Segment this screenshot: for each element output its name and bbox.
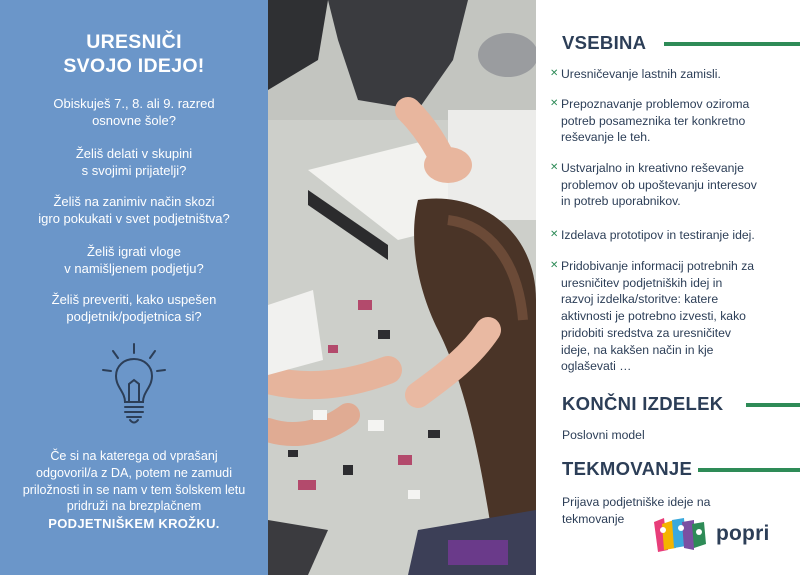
- heading-underline: [746, 403, 800, 407]
- bullet-icon: ✕: [550, 229, 559, 240]
- section-heading-final-product: KONČNI IZDELEK: [562, 393, 724, 414]
- popri-logo-icon: [652, 514, 710, 554]
- final-product-text: Poslovni model: [562, 428, 645, 442]
- content-item: [550, 96, 790, 146]
- heading-underline: [698, 468, 800, 472]
- content-item: [550, 227, 790, 244]
- question-grade: Obiskuješ 7., 8. ali 9. razred osnovne šole?: [53, 96, 215, 128]
- bullet-icon: ✕: [550, 68, 559, 79]
- info-panel: [0, 0, 268, 575]
- content-item: [550, 66, 790, 83]
- bullet-icon: ✕: [550, 98, 559, 109]
- bullet-icon: ✕: [550, 260, 559, 271]
- call-to-action-text: Če si na katerega od vprašanj odgovoril/a z DA, potem ne zamudi priložnosti in se nam v tem šolskem letu pridruži na brezplačnem: [22, 449, 246, 514]
- content-item-text: Uresničevanje lastnih zamisli.: [561, 67, 721, 81]
- flyer-title: URESNIČI SVOJO IDEJO!: [63, 31, 205, 77]
- section-heading-content: VSEBINA: [562, 32, 647, 53]
- competition-text: Prijava podjetniške ideje na tekmovanje: [562, 495, 711, 526]
- content-item-text: Ustvarjalno in kreativno reševanje problemov ob upoštevanju interesov in potreb uporabnikov.: [561, 161, 757, 209]
- section-heading-competition: TEKMOVANJE: [562, 458, 693, 479]
- heading-underline: [664, 42, 800, 46]
- details-panel: [536, 0, 800, 575]
- lightbulb-icon: [99, 340, 169, 430]
- question-roles: Želiš igrati vloge v namišljenem podjetju?: [64, 244, 204, 276]
- question-success: Želiš preveriti, kako uspešen podjetnik/podjetnica si?: [51, 292, 217, 324]
- question-interest: Želiš na zanimiv način skozi igro pokukati v svet podjetništva?: [38, 194, 230, 226]
- content-item: [550, 258, 790, 375]
- club-name: PODJETNIŠKEM KROŽKU.: [48, 516, 220, 531]
- bullet-icon: ✕: [550, 162, 559, 173]
- content-item-text: Pridobivanje informacij potrebnih za uresničitev podjetniških idej in razvoj izdelka/storitve: katere aktivnosti je potrebno izvesti, kako pridobiti sredstva za uresničitev ideje, na kakšen način in kje oglaševati …: [561, 259, 755, 374]
- content-item: [550, 160, 790, 210]
- content-item-text: Izdelava prototipov in testiranje idej.: [561, 228, 755, 242]
- students-workshop-photo: [268, 0, 536, 575]
- question-group: Želiš delati v skupini s svojimi prijatelji?: [75, 146, 193, 178]
- popri-logo-text: popri: [716, 522, 770, 545]
- content-item-text: Prepoznavanje problemov oziroma potreb posameznika ter konkretno reševanje le teh.: [561, 97, 750, 145]
